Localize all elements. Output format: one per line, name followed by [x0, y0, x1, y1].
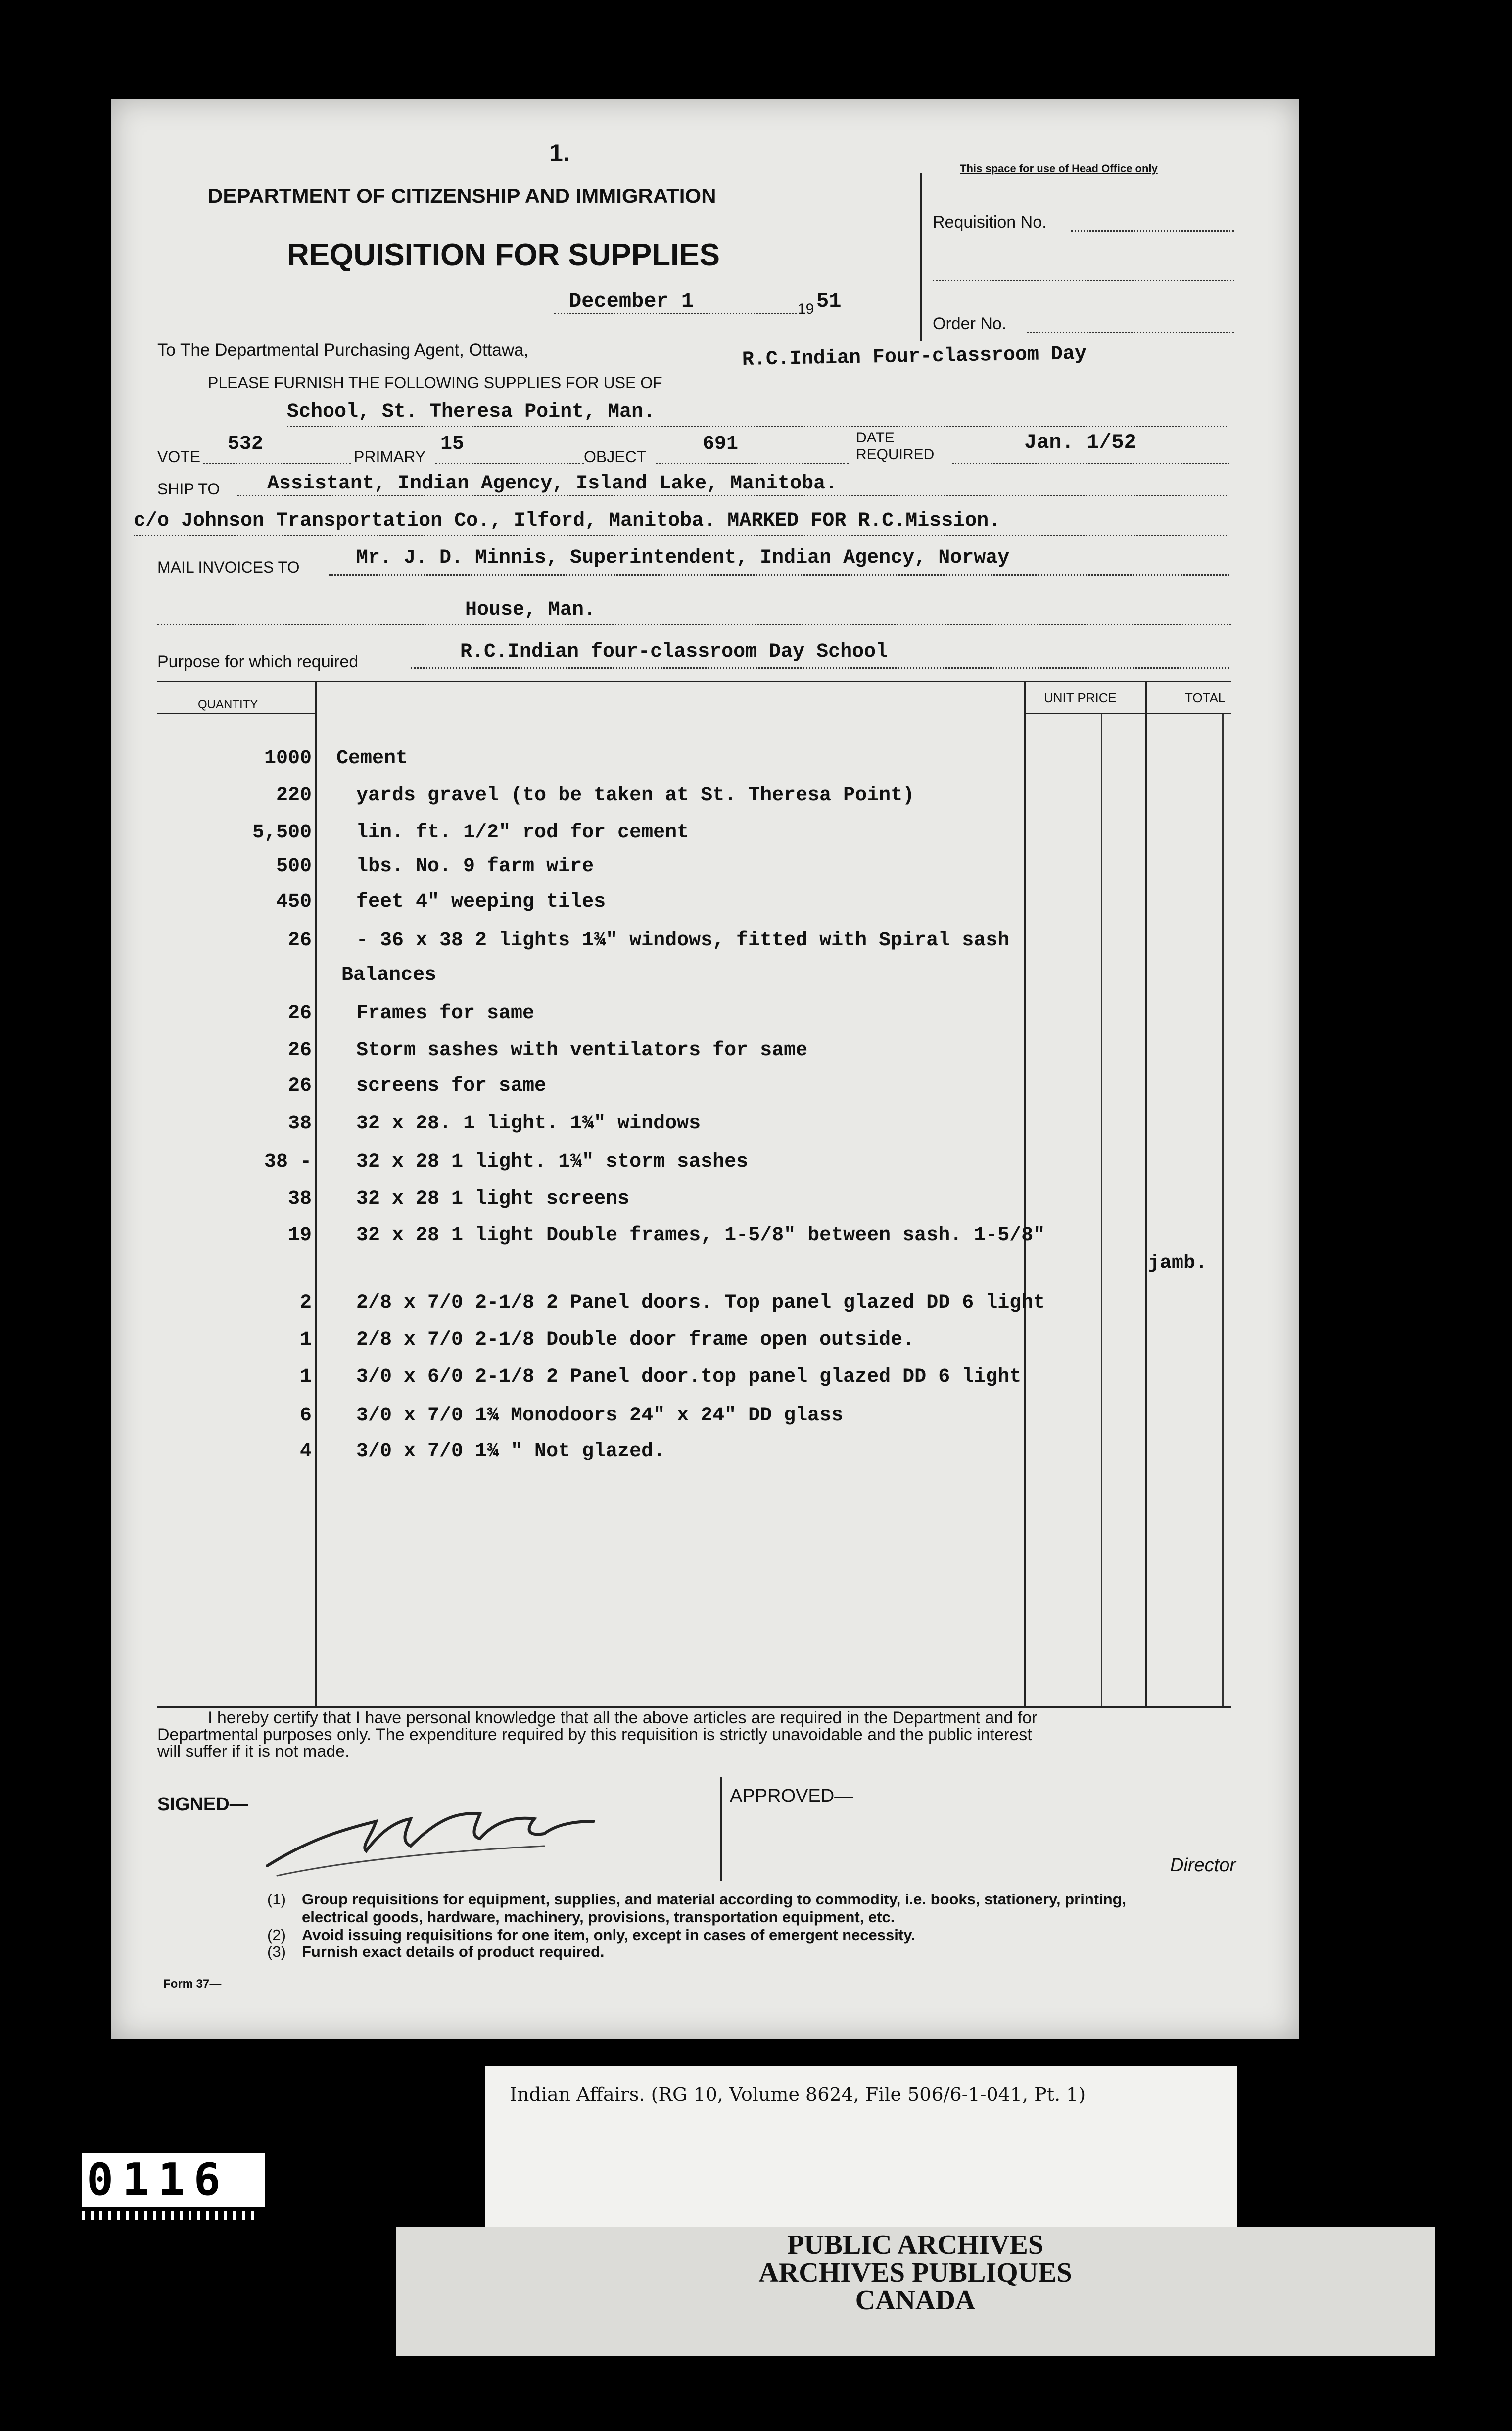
item-quantity: 450: [276, 891, 312, 913]
item-description: 3/0 x 7/0 1¾ Monodoors 24" x 24" DD glass: [356, 1405, 844, 1427]
item-quantity: 26: [287, 1075, 312, 1097]
item-description: 3/0 x 6/0 2-1/8 2 Panel door.top panel glazed DD 6 light: [356, 1366, 1022, 1388]
item-quantity: 38: [287, 1113, 312, 1135]
item-quantity: 4: [299, 1440, 312, 1462]
item-description: yards gravel (to be taken at St. Theresa Point): [356, 784, 915, 807]
item-quantity: 2: [299, 1292, 312, 1314]
handwritten-signature: [247, 1792, 643, 1891]
date-required-line: [952, 463, 1229, 464]
item-description: Cement: [336, 747, 408, 770]
certification-line-1: I hereby certify that I have personal knowledge that all the above articles are required in the Department and for: [208, 1708, 1038, 1727]
item-quantity: 26: [287, 1002, 312, 1024]
item-quantity: 38 -: [264, 1151, 312, 1173]
purpose-underline: [411, 667, 1229, 669]
item-description: lbs. No. 9 farm wire: [356, 855, 594, 877]
order-no-line: [1027, 332, 1234, 333]
total-cents-divider: [1222, 713, 1224, 1707]
item-description: 32 x 28 1 light Double frames, 1-5/8" between sash. 1-5/8": [356, 1224, 1045, 1247]
item-quantity: 220: [276, 784, 312, 807]
footnote-1-num: (1): [267, 1891, 286, 1908]
item-description: screens for same: [356, 1075, 547, 1097]
order-no-label: Order No.: [933, 314, 1007, 333]
item-quantity: 26: [287, 929, 312, 952]
furnish-label: PLEASE FURNISH THE FOLLOWING SUPPLIES FOR USE OF: [208, 374, 662, 391]
ship-to-underline-2: [134, 535, 1227, 536]
purpose-value: R.C.Indian four-classroom Day School: [460, 641, 888, 663]
film-ruler: [82, 2211, 260, 2220]
unit-price-cents-divider: [1101, 713, 1102, 1707]
to-line: To The Departmental Purchasing Agent, Ottawa,: [157, 340, 529, 360]
item-description: Balances: [341, 964, 437, 986]
item-quantity: 19: [287, 1224, 312, 1247]
mail-invoices-underline-2: [157, 624, 1231, 625]
item-quantity: 5,500: [252, 822, 312, 844]
furnish-value-2: School, St. Theresa Point, Man.: [287, 401, 656, 423]
item-quantity: 1: [299, 1366, 312, 1388]
department-name: DEPARTMENT OF CITIZENSHIP AND IMMIGRATION: [208, 184, 716, 207]
ship-to-underline: [237, 495, 1227, 496]
item-quantity: 1: [299, 1329, 312, 1351]
col-total: TOTAL: [1185, 690, 1226, 705]
total-column-divider: [1145, 682, 1147, 1706]
certification-line-3: will suffer if it is not made.: [157, 1742, 350, 1761]
footnote-2-num: (2): [267, 1926, 286, 1944]
item-description: Frames for same: [356, 1002, 535, 1024]
object-line: [656, 463, 849, 464]
item-description: - 36 x 38 2 lights 1¾" windows, fitted with Spiral sash: [356, 929, 1010, 952]
director-label: Director: [1170, 1855, 1236, 1876]
form-title: REQUISITION FOR SUPPLIES: [287, 238, 720, 272]
ship-to-line-2: c/o Johnson Transportation Co., Ilford, Manitoba. MARKED FOR R.C.Mission.: [134, 510, 1001, 532]
item-quantity: 6: [299, 1405, 312, 1427]
archive-stamp-text: [396, 2231, 1435, 2314]
vote-label: VOTE: [157, 448, 201, 466]
item-description: 2/8 x 7/0 2-1/8 Double door frame open outside.: [356, 1329, 915, 1351]
requisition-no-label: Requisition No.: [933, 213, 1047, 232]
archive-reference: Indian Affairs. (RG 10, Volume 8624, File 506/6-1-041, Pt. 1): [510, 2084, 1086, 2105]
certification-line-2: Departmental purposes only. The expenditure required by this requisition is strictly unavoidable and the public interest: [157, 1725, 1032, 1744]
requisition-no-line: [1071, 230, 1234, 232]
date-line: [554, 313, 797, 314]
required-label: REQUIRED: [856, 446, 935, 463]
quantity-header-rule: [157, 713, 316, 714]
stamp-line-1: PUBLIC ARCHIVES: [787, 2230, 1044, 2260]
primary-label: PRIMARY: [354, 448, 426, 466]
object-label: OBJECT: [584, 448, 647, 466]
approved-label: APPROVED—: [730, 1786, 853, 1806]
item-description: Storm sashes with ventilators for same: [356, 1039, 808, 1062]
date-label: DATE: [856, 430, 895, 446]
footnote-2-text: Avoid issuing requisitions for one item, only, except in cases of emergent necessity.: [302, 1926, 915, 1944]
price-header-rule: [1024, 713, 1231, 714]
furnish-line: [287, 426, 1227, 427]
item-description: 32 x 28. 1 light. 1¾" windows: [356, 1113, 701, 1135]
item-description: feet 4" weeping tiles: [356, 891, 606, 913]
col-unit-price: UNIT PRICE: [1044, 690, 1117, 705]
date-required-value: Jan. 1/52: [1024, 431, 1136, 454]
footnote-1-text: Group requisitions for equipment, supplies, and material according to commodity, i.e. books, stationery, printing,: [302, 1891, 1127, 1908]
footnote-3-num: (3): [267, 1943, 286, 1960]
signed-label: SIGNED—: [157, 1794, 248, 1815]
quantity-column-divider: [315, 682, 317, 1706]
object-value: 691: [703, 433, 739, 455]
item-quantity: 38: [287, 1188, 312, 1210]
col-quantity: QUANTITY: [198, 698, 258, 711]
purpose-label: Purpose for which required: [157, 652, 359, 671]
page-number: 1.: [549, 139, 570, 167]
item-description: lin. ft. 1/2" rod for cement: [356, 822, 689, 844]
item-description: jamb.: [1148, 1252, 1208, 1274]
mail-invoices-line-2: House, Man.: [465, 599, 596, 621]
ship-to-label: SHIP TO: [157, 480, 220, 498]
date-day: December 1: [569, 290, 694, 313]
table-top-border: [157, 681, 1231, 682]
mail-invoices-label: MAIL INVOICES TO: [157, 558, 300, 576]
item-description: 32 x 28 1 light. 1¾" storm sashes: [356, 1151, 749, 1173]
unit-price-column-divider: [1024, 682, 1026, 1706]
stamp-line-2: ARCHIVES PUBLIQUES: [758, 2257, 1072, 2288]
mail-invoices-underline: [329, 574, 1229, 576]
stamp-line-3: CANADA: [855, 2285, 976, 2316]
signature-divider: [720, 1777, 722, 1881]
item-description: 32 x 28 1 light screens: [356, 1188, 630, 1210]
ship-to-line-1: Assistant, Indian Agency, Island Lake, Manitoba.: [267, 473, 838, 495]
item-description: 2/8 x 7/0 2-1/8 2 Panel doors. Top panel glazed DD 6 light: [356, 1292, 1045, 1314]
vote-line: [203, 463, 351, 464]
film-frame-number: 0116: [87, 2154, 230, 2206]
mail-invoices-line-1: Mr. J. D. Minnis, Superintendent, Indian Agency, Norway: [356, 547, 1010, 569]
primary-value: 15: [440, 433, 465, 455]
furnish-value-1: R.C.Indian Four-classroom Day: [742, 342, 1087, 371]
footnote-3-text: Furnish exact details of product required.: [302, 1943, 605, 1960]
item-quantity: 500: [276, 855, 312, 877]
head-office-box-left: [920, 173, 922, 341]
date-year-prefix: 19: [798, 301, 814, 317]
form-number: Form 37—: [163, 1977, 222, 1991]
item-description: 3/0 x 7/0 1¾ " Not glazed.: [356, 1440, 665, 1462]
head-office-note: This space for use of Head Office only: [960, 162, 1158, 175]
item-quantity: 26: [287, 1039, 312, 1062]
footnote-1-text-cont: electrical goods, hardware, machinery, provisions, transportation equipment, etc.: [302, 1908, 895, 1926]
vote-value: 532: [228, 433, 264, 455]
primary-line: [435, 463, 584, 464]
date-year-suffix: 51: [816, 290, 842, 313]
item-quantity: 1000: [264, 747, 312, 770]
requisition-no-line-2: [933, 280, 1234, 281]
